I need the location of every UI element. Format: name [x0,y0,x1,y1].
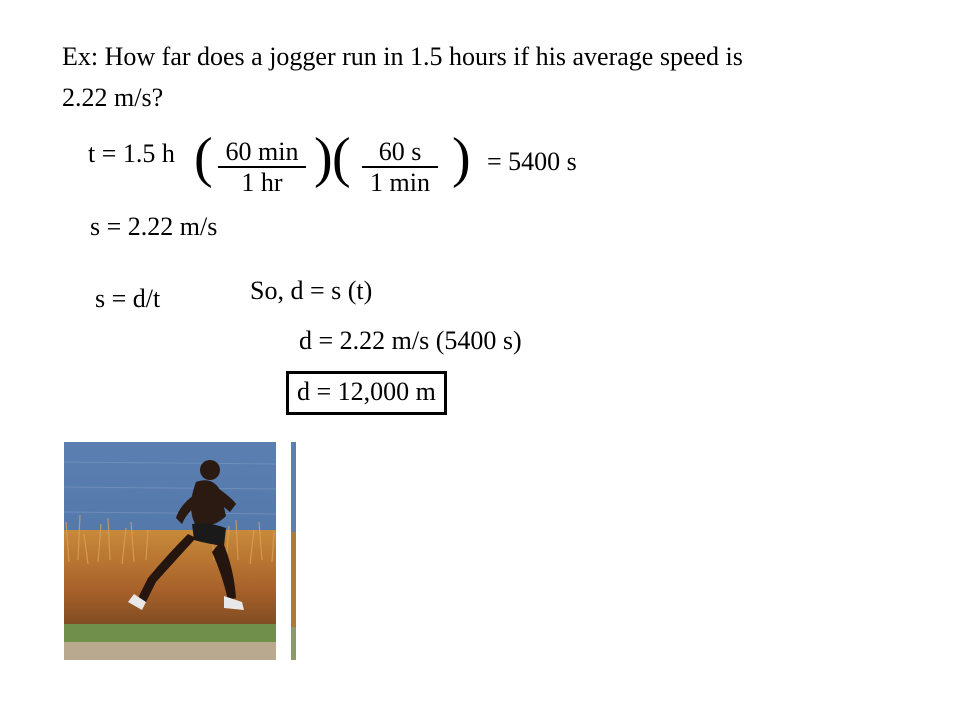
time-label: t = 1.5 h [88,139,175,168]
fraction-denominator: 1 min [370,168,430,197]
jogger-photo [64,442,276,660]
fraction-numerator: 60 s [378,137,422,166]
right-paren-2: ) [452,127,471,189]
fraction-denominator: 1 hr [241,168,283,197]
fraction-numerator: 60 min [225,137,299,166]
left-paren-1: ( [194,127,213,189]
question-line-1: Ex: How far does a jogger run in 1.5 hours if his average speed is [62,42,743,71]
time-result: = 5400 s [487,147,577,176]
answer-box: d = 12,000 m [286,371,447,415]
formula: s = d/t [95,284,161,313]
right-paren-1: ) [314,127,333,189]
fraction-seconds-per-minute [362,139,438,196]
left-paren-2: ( [332,127,351,189]
question-line-2: 2.22 m/s? [62,83,164,112]
fraction-minutes-per-hour [218,139,306,196]
speed-line: s = 2.22 m/s [90,212,218,241]
rearranged-formula: So, d = s (t) [250,276,373,305]
substitution-line: d = 2.22 m/s (5400 s) [299,326,522,355]
cropped-photo-strip [291,442,296,660]
